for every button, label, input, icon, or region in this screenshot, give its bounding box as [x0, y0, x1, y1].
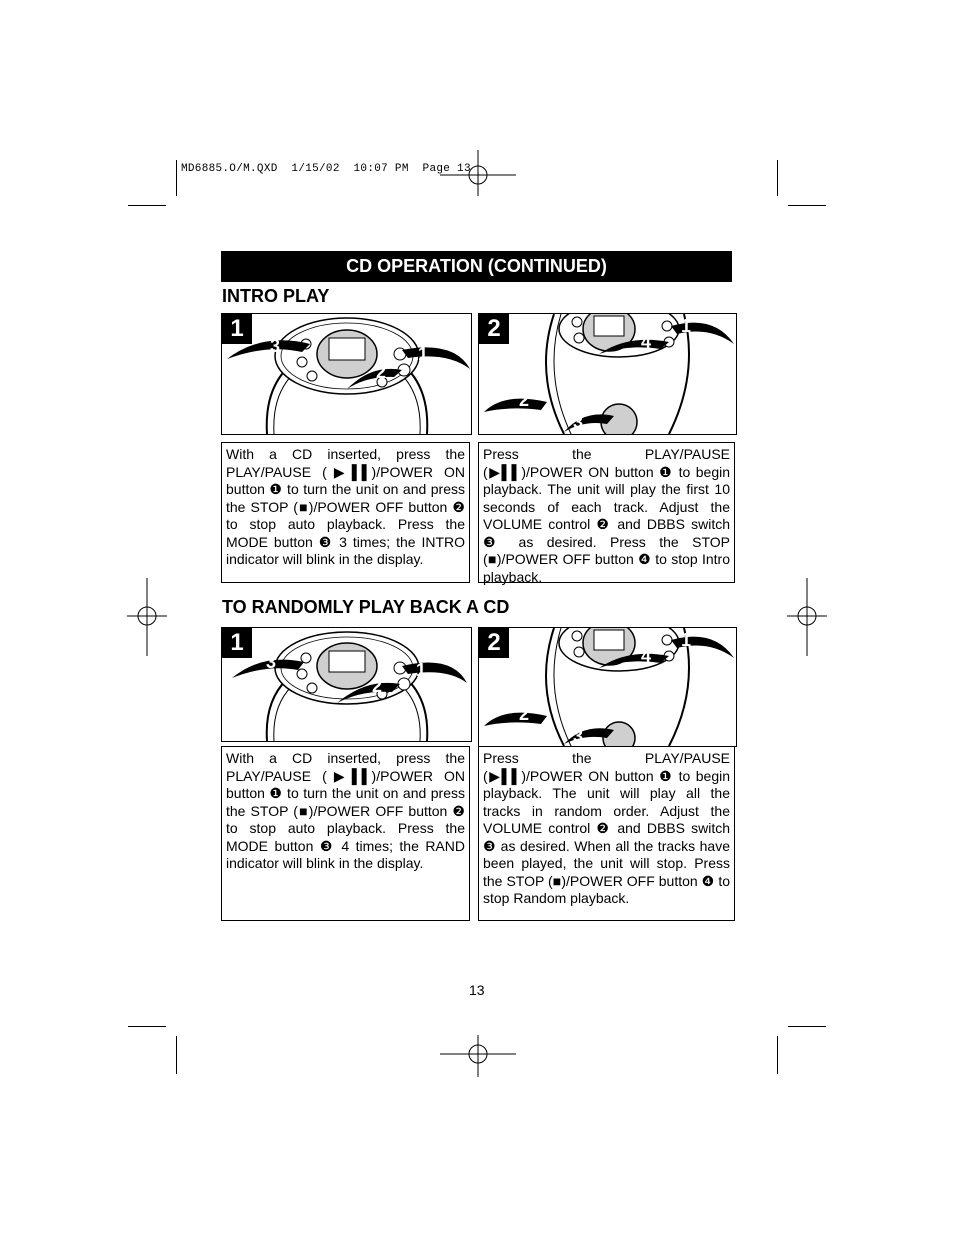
step-number: 2 — [479, 628, 509, 658]
step-number: 1 — [222, 314, 252, 344]
crop-mark — [128, 1026, 166, 1027]
file-slug: MD6885.O/M.QXD 1/15/02 10:07 PM Page 13 — [181, 163, 471, 175]
callout-number: 3 — [573, 412, 584, 432]
callout-number: 1 — [681, 630, 692, 650]
random-play-heading: TO RANDOMLY PLAY BACK A CD — [222, 597, 510, 617]
cd-player-front-drawing — [222, 314, 471, 434]
registration-mark — [127, 578, 167, 656]
page-number: 13 — [469, 982, 485, 998]
callout-number: 2 — [376, 362, 387, 382]
callout-number: 1 — [418, 344, 429, 364]
callout-number: 3 — [270, 336, 281, 356]
section-banner: CD OPERATION (CONTINUED) — [221, 251, 732, 282]
random-step1-text: With a CD inserted, press the PLAY/PAUSE (▶▌▌)/POWER ON button ❶ to turn the unit on and press the STOP (■)/POWER OFF button ❷ to stop auto playback. Press the MODE button ❸ 4 times; the RAND indicator will blink in the display. — [221, 746, 470, 921]
intro-step2-text: Press the PLAY/PAUSE (▶▌▌)/POWER ON button ❶ to begin playback. The unit will play the first 10 seconds of each track. Adjust the VOLUME control ❷ and DBBS switch ❸ as desired. Press the STOP (■)/POWER OFF button ❹ to stop Intro playback. — [478, 442, 735, 583]
registration-mark — [440, 1035, 516, 1077]
crop-mark — [176, 160, 177, 196]
callout-number: 2 — [372, 676, 383, 696]
intro-step1-text: With a CD inserted, press the PLAY/PAUSE (▶▌▌)/POWER ON button ❶ to turn the unit on and press the STOP (■)/POWER OFF button ❷ to stop auto playback. Press the MODE button ❸ 3 times; the INTRO indicator will blink in the display. — [221, 442, 470, 583]
crop-mark — [128, 205, 166, 206]
cd-player-top-drawing — [479, 314, 736, 434]
random-step2-text: Press the PLAY/PAUSE (▶▌▌)/POWER ON button ❶ to begin playback. The unit will play all the tracks in random order. Adjust the VOLUME control ❷ and DBBS switch ❸ as desired. When all the tracks have been played, the unit will stop. Press the STOP (■)/POWER OFF button ❹ to stop Random playback. — [478, 746, 735, 921]
callout-number: 4 — [641, 332, 652, 352]
callout-number: 2 — [519, 390, 530, 410]
callout-number: 1 — [416, 660, 427, 680]
intro-step2-illustration — [478, 313, 737, 435]
step-number: 1 — [222, 628, 252, 658]
crop-mark — [777, 1036, 778, 1074]
callout-number: 1 — [681, 316, 692, 336]
registration-mark — [787, 578, 827, 656]
random-step1-illustration — [221, 627, 472, 742]
crop-mark — [777, 160, 778, 196]
callout-number: 3 — [573, 726, 584, 746]
crop-mark — [788, 205, 826, 206]
cd-player-top-drawing — [479, 628, 736, 746]
random-step2-illustration — [478, 627, 737, 747]
intro-play-heading: INTRO PLAY — [222, 286, 330, 306]
callout-number: 2 — [519, 704, 530, 724]
intro-step1-illustration — [221, 313, 472, 435]
crop-mark — [176, 1036, 177, 1074]
callout-number: 4 — [641, 646, 652, 666]
crop-mark — [788, 1026, 826, 1027]
cd-player-front-drawing — [222, 628, 471, 741]
step-number: 2 — [479, 314, 509, 344]
callout-number: 3 — [266, 652, 277, 672]
